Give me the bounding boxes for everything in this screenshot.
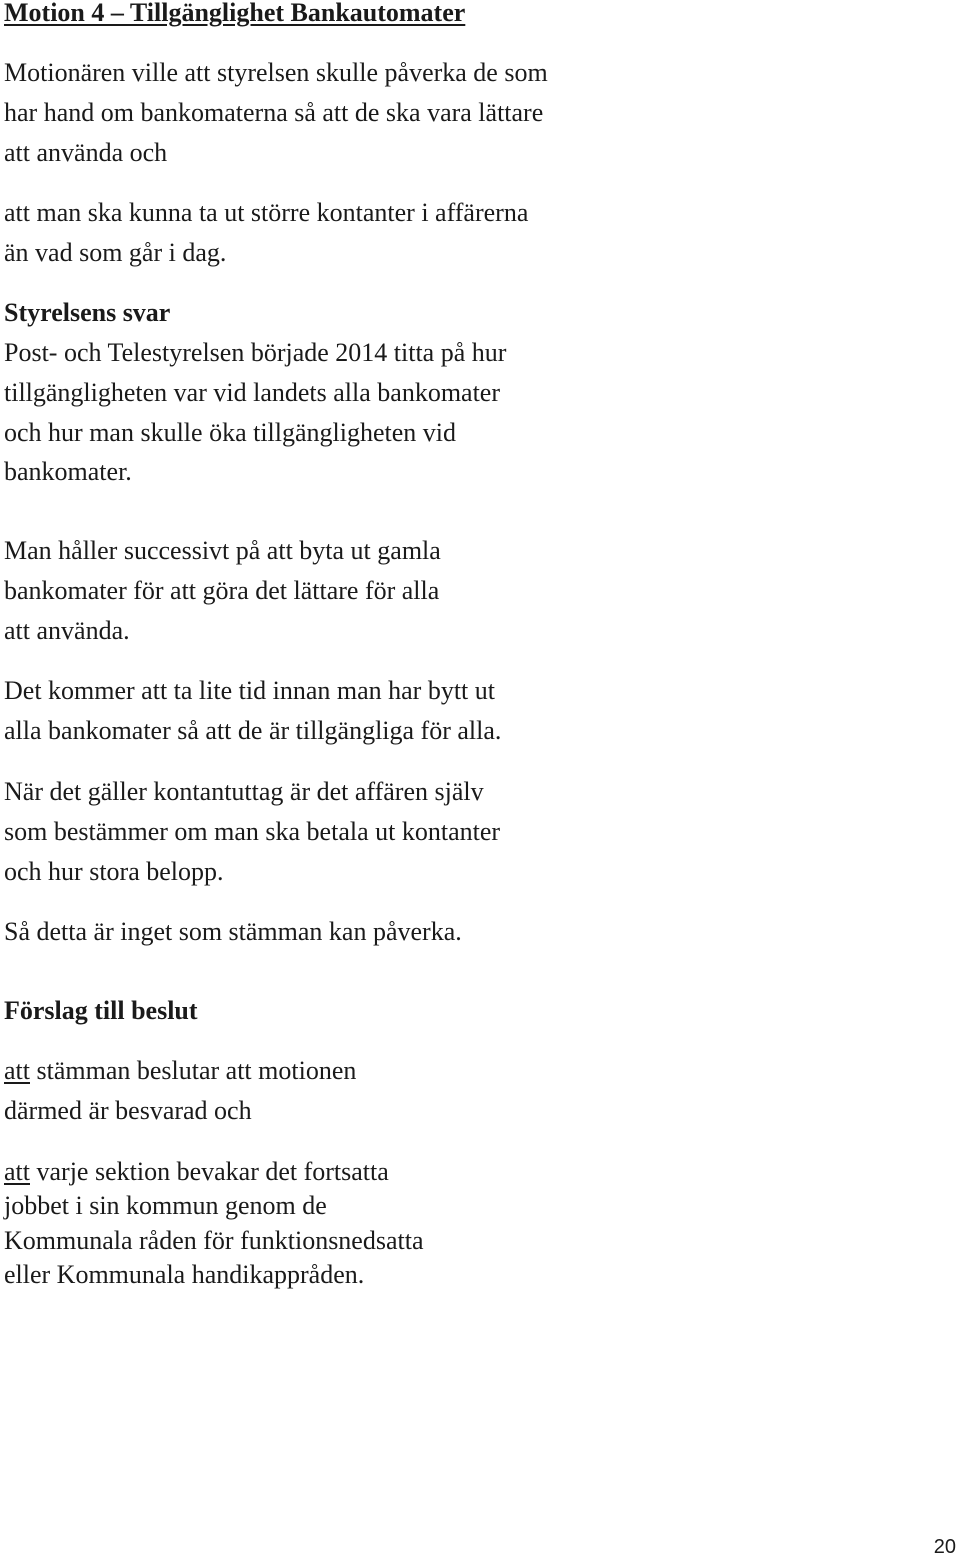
answer-text-line: Post- och Telestyrelsen började 2014 titta på hur [4, 338, 507, 367]
motion-text-line: att använda och [4, 138, 168, 167]
answer-heading: Styrelsens svar [4, 298, 171, 327]
proposal-line: Kommunala råden för funktionsnedsatta [4, 1226, 424, 1255]
answer-text-line: och hur man skulle öka tillgängligheten vid [4, 418, 457, 447]
att-keyword: att [4, 1157, 30, 1186]
proposal-line: därmed är besvarad och [4, 1096, 252, 1125]
proposal-line: eller Kommunala handikappråden. [4, 1260, 365, 1289]
proposal-text: stämman beslutar att motionen [30, 1056, 357, 1085]
proposal-text: varje sektion bevakar det fortsatta [30, 1157, 389, 1186]
answer-text-line: Man håller successivt på att byta ut gamla [4, 536, 441, 565]
proposal-line [4, 1056, 356, 1086]
proposal-line [4, 1157, 389, 1187]
answer-text-line: Det kommer att ta lite tid innan man har bytt ut [4, 676, 495, 705]
motion-title: Motion 4 – Tillgänglighet Bankautomater [4, 0, 466, 27]
answer-text-line: att använda. [4, 616, 130, 645]
answer-text-line: och hur stora belopp. [4, 857, 224, 886]
motion-text-line: har hand om bankomaterna så att de ska vara lättare [4, 98, 544, 127]
answer-text-line: bankomater för att göra det lättare för alla [4, 576, 440, 605]
motion-text-line: än vad som går i dag. [4, 238, 227, 267]
answer-text-line: Så detta är inget som stämman kan påverka. [4, 917, 462, 946]
att-keyword: att [4, 1056, 30, 1085]
motion-text-line: Motionären ville att styrelsen skulle påverka de som [4, 58, 548, 87]
proposal-heading: Förslag till beslut [4, 996, 198, 1025]
answer-text-line: bankomater. [4, 457, 132, 486]
answer-text-line: alla bankomater så att de är tillgängliga för alla. [4, 716, 502, 745]
answer-text-line: När det gäller kontantuttag är det affären själv [4, 777, 484, 806]
answer-text-line: tillgängligheten var vid landets alla bankomater [4, 378, 501, 407]
answer-text-line: som bestämmer om man ska betala ut kontanter [4, 817, 501, 846]
page-number: 20 [933, 1536, 956, 1558]
motion-text-line: att man ska kunna ta ut större kontanter i affärerna [4, 198, 529, 227]
proposal-line: jobbet i sin kommun genom de [4, 1191, 327, 1220]
